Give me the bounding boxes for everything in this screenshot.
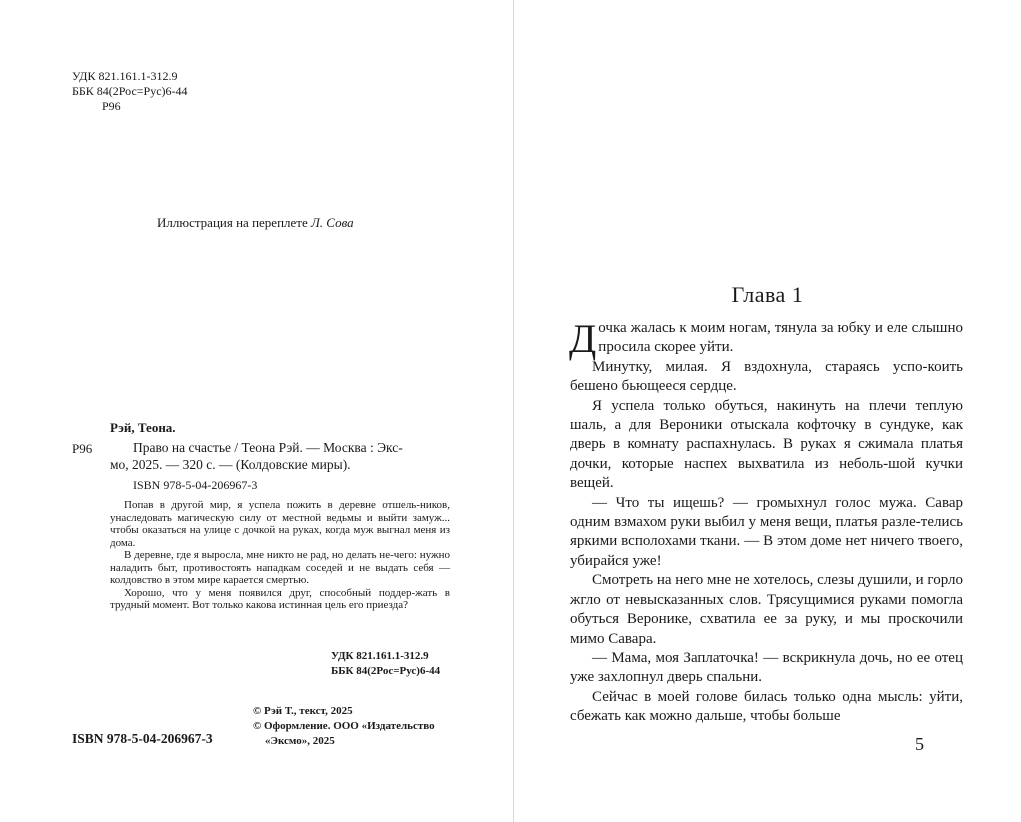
drop-cap: Д: [569, 316, 597, 361]
copyright-design: © Оформление. ООО «Издательство: [253, 720, 435, 732]
text-paragraph: — Мама, моя Заплаточка! — вскрикнула дочь, но ее отец уже захлопнул дверь спальни.: [570, 649, 963, 686]
copyright-publisher: «Эксмо», 2025: [265, 735, 335, 747]
illustration-artist: Л. Сова: [311, 215, 354, 230]
first-paragraph-text: очка жалась к моим ногам, тянула за юбку и еле слышно просила скорее уйти.: [598, 320, 963, 356]
copyright-text: © Рэй Т., текст, 2025: [253, 705, 353, 717]
illustration-credit: [157, 215, 354, 230]
book-annotation: [110, 499, 450, 612]
author-sign: Р96: [72, 441, 93, 456]
bbk-code-top: ББК 84(2Рос=Рус)6-44: [72, 84, 188, 98]
first-paragraph: [569, 316, 963, 361]
bibliographic-title-line: Право на счастье / Теона Рэй. — Москва : Экс-: [133, 440, 403, 455]
bibliographic-publisher-line: мо, 2025. — 320 с. — (Колдовские миры).: [110, 457, 351, 472]
isbn-bibliographic: ISBN 978-5-04-206967-3: [133, 478, 258, 492]
annotation-paragraph: Хорошо, что у меня появился друг, способный поддер-жать в трудный момент. Вот только какова истинная цель его приезда?: [110, 586, 450, 611]
isbn-bottom: ISBN 978-5-04-206967-3: [72, 731, 213, 746]
right-page-chapter: [514, 0, 1021, 822]
text-paragraph: Смотреть на него мне не хотелось, слезы душили, и горло жгло от невысказанных слов. Трясущимися руками помогла обуться Веронике, схватила ее за руку, и мы проскочили мимо Савара.: [570, 572, 963, 647]
bbk-code-bottom: ББК 84(2Рос=Рус)6-44: [331, 665, 441, 677]
illustration-credit-label: Иллюстрация на переплете: [157, 215, 311, 230]
text-paragraph: Я успела только обуться, накинуть на плечи теплую шаль, а для Вероники отыскала кофточку в сундуке, как дверь в комнату распахнулась. В руках я сжимала платья дочки, которые наспех выхватила из неболь-шой кучки вещей.: [570, 397, 963, 492]
page-number: 5: [915, 734, 924, 754]
udk-code-top: УДК 821.161.1-312.9: [72, 69, 178, 83]
chapter-text: [569, 316, 963, 727]
udk-code-bottom: УДК 821.161.1-312.9: [331, 650, 429, 662]
text-paragraph: Минутку, милая. Я вздохнула, стараясь успо-коить бешено бьющееся сердце.: [570, 358, 963, 395]
text-paragraph: Сейчас в моей голове билась только одна мысль: уйти, сбежать как можно дальше, чтобы больше: [570, 688, 963, 725]
text-paragraph: — Что ты ищешь? — громыхнул голос мужа. Савар одним взмахом руки выбил у меня вещи, платья разле-телись яркими всполохами ткани. — В этом доме нет ничего твоего, убирайся уже!: [570, 494, 963, 569]
chapter-title: Глава 1: [731, 282, 804, 307]
annotation-paragraph: В деревне, где я выросла, мне никто не рад, но делать не-чего: нужно наладить быт, противостоять нападкам соседей и не выдать себя — колдовство в этом мире карается смертью.: [110, 549, 450, 586]
author-heading: Рэй, Теона.: [110, 420, 176, 435]
annotation-paragraph: Попав в другой мир, я успела пожить в деревне отшель-ников, унаследовать магическую силу от местной ведьмы и выйти замуж... чтобы оказаться на улице с дочкой на руках, когда муж выгнал меня из дома.: [110, 499, 450, 549]
author-sign-top: Р96: [102, 99, 121, 113]
